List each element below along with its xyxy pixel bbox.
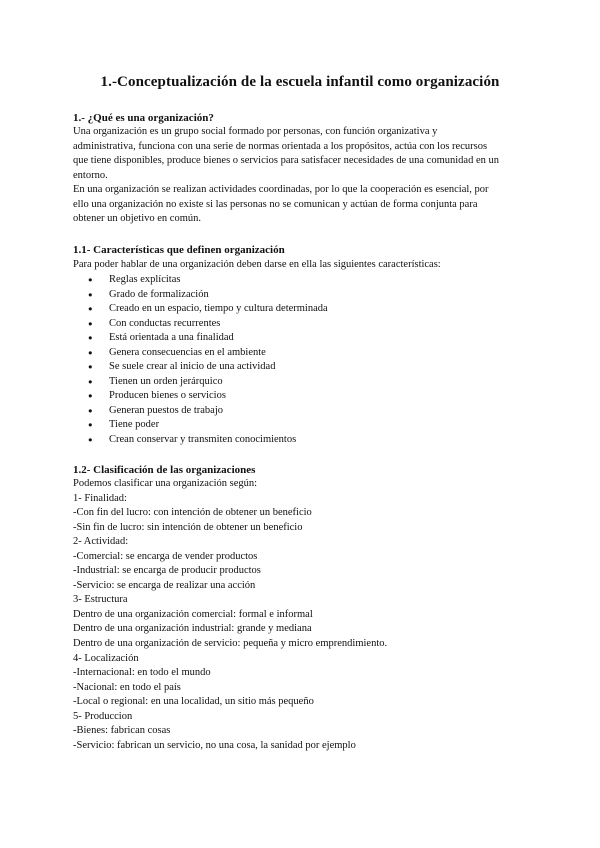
text-line: Podemos clasificar una organización según: bbox=[73, 478, 258, 489]
section-1-paragraph-2 bbox=[73, 183, 533, 227]
list-item: ● Tienen un orden jerárquico bbox=[88, 375, 328, 390]
text-line: -Bienes: fabrican cosas bbox=[73, 725, 171, 737]
text-line: 5- Produccion bbox=[73, 710, 133, 722]
section-1-2-heading: 1.2- Clasificación de las organizaciones bbox=[73, 464, 256, 476]
text-line: ello una organización no existe si las personas no se comunican y actúan de forma conjunta para bbox=[73, 198, 478, 210]
list-item: ● Creado en un espacio, tiempo y cultura determinada bbox=[88, 302, 328, 317]
section-1-heading: 1.- ¿Qué es una organización? bbox=[73, 112, 214, 124]
list-item: ● Grado de formalización bbox=[88, 288, 328, 303]
text-line: Dentro de una organización de servicio: pequeña y micro emprendimiento. bbox=[73, 638, 388, 650]
text-line: -Internacional: en todo el mundo bbox=[73, 667, 211, 679]
text-line: entorno. bbox=[73, 169, 108, 181]
text-line: 4- Localización bbox=[73, 652, 139, 664]
list-item: ● Reglas explícitas bbox=[88, 273, 328, 288]
text-line: -Servicio: se encarga de realizar una acción bbox=[73, 579, 256, 591]
text-line: que tiene disponibles, produce bienes o servicios para satisfacer necesidades de una comunidad en un bbox=[73, 155, 499, 166]
page-title: 1.-Conceptualización de la escuela infantil como organización bbox=[100, 74, 500, 90]
text-line: Una organización es un grupo social formado por personas, con función organizativa y bbox=[73, 126, 438, 137]
text-line: En una organización se realizan actividades coordinadas, por lo que la cooperación es esencial, por bbox=[73, 184, 489, 195]
text-line: Dentro de una organización industrial: grande y mediana bbox=[73, 623, 312, 635]
text-line: 1- Finalidad: bbox=[73, 492, 127, 504]
text-line: 2- Actividad: bbox=[73, 536, 129, 548]
list-item: ● Producen bienes o servicios bbox=[88, 389, 328, 404]
text-line: -Industrial: se encarga de producir productos bbox=[73, 565, 261, 577]
section-1-1-intro: Para poder hablar de una organización deben darse en ella las siguientes características: bbox=[73, 259, 441, 270]
list-item: ● Con conductas recurrentes bbox=[88, 317, 328, 332]
text-line: -Servicio: fabrican un servicio, no una cosa, la sanidad por ejemplo bbox=[73, 739, 356, 751]
text-line: -Sin fin de lucro: sin intención de obtener un beneficio bbox=[73, 521, 303, 533]
text-line: administrativa, funciona con una serie de normas orientada a los propósitos, actúa con los recursos bbox=[73, 140, 488, 152]
list-item: ● Está orientada a una finalidad bbox=[88, 331, 328, 346]
text-line: -Nacional: en todo el país bbox=[73, 681, 181, 693]
text-line: -Con fin del lucro: con intención de obtener un beneficio bbox=[73, 507, 312, 519]
text-line: -Local o regional: en una localidad, un sitio más pequeño bbox=[73, 696, 314, 708]
characteristics-list bbox=[88, 273, 328, 447]
section-1-paragraph-1 bbox=[73, 125, 533, 183]
list-item: ● Generan puestos de trabajo bbox=[88, 404, 328, 419]
text-line: 3- Estructura bbox=[73, 594, 128, 606]
list-item: ● Crean conservar y transmiten conocimientos bbox=[88, 433, 328, 448]
list-item: ● Tiene poder bbox=[88, 418, 328, 433]
text-line: Dentro de una organización comercial: formal e informal bbox=[73, 608, 313, 620]
classification-lines bbox=[73, 477, 387, 753]
list-item: ● Se suele crear al inicio de una actividad bbox=[88, 360, 328, 375]
list-item: ● Genera consecuencias en el ambiente bbox=[88, 346, 328, 361]
text-line: obtener un objetivo en común. bbox=[73, 213, 202, 224]
text-line: -Comercial: se encarga de vender productos bbox=[73, 550, 258, 562]
section-1-1-heading: 1.1- Características que definen organización bbox=[73, 244, 285, 256]
